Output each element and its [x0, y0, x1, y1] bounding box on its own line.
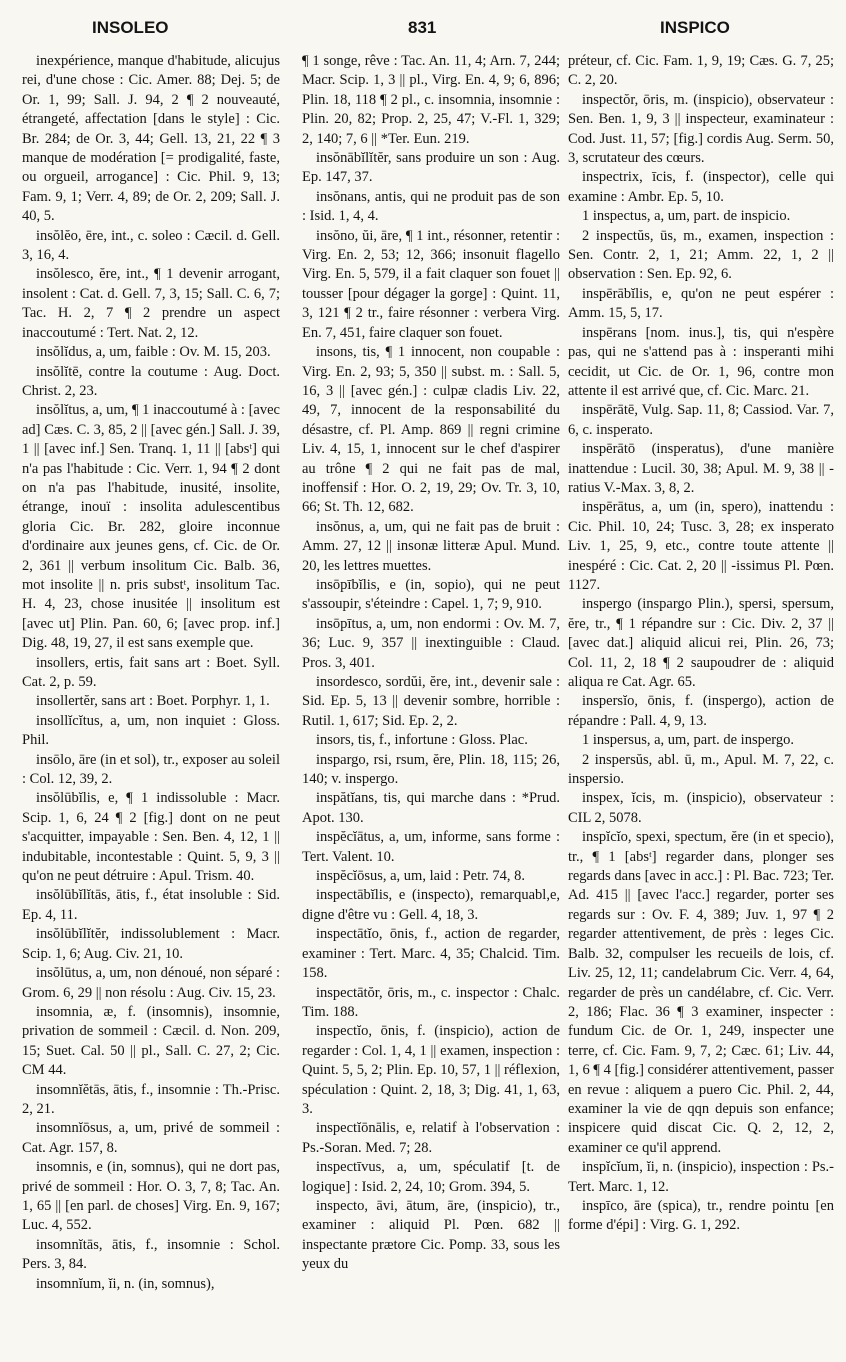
dictionary-entry: insomnis, e (in, somnus), qui ne dort pas, privé de sommeil : Hor. O. 3, 7, 8; Tac. An. 1, 65 || [en parl. de choses] Virg. En. 9, 167; Luc. 4, 552.: [22, 1159, 280, 1234]
dictionary-entry: insomnĭum, ĭi, n. (in, somnus),: [36, 1275, 215, 1292]
dictionary-entry: inspērātē, Vulg. Sap. 11, 8; Cassiod. Var. 7, 6, c. insperato.: [568, 402, 834, 438]
dictionary-entry: insōlo, āre (in et sol), tr., exposer au soleil : Col. 12, 39, 2.: [22, 751, 280, 788]
dictionary-entry: insŏlūbĭlĭtās, ātis, f., état insoluble : Sid. Ep. 4, 11.: [22, 887, 280, 923]
dictionary-entry: 1 inspectus, a, um, part. de inspicio.: [582, 208, 791, 225]
dictionary-entry: insŏlūbĭlis, e, ¶ 1 indissoluble : Macr. Scip. 1, 6, 24 ¶ 2 [fig.] dont on ne peut s'acquitter, impayable : Sen. Ben. 4, 12, 1 || indubitable, incontestable : Quint. 5, 9, 3 || qu'on ne peut détruire : Apul. Trism. 40.: [22, 790, 280, 885]
dictionary-entry: préteur, cf. Cic. Fam. 1, 9, 19; Cæs. G. 7, 25; C. 2, 20.: [568, 53, 834, 89]
dictionary-entry: inspērans [nom. inus.], tis, qui n'espère pas, qui ne s'attend pas à : insperanti mihi cecidit, ut Cic. de Or. 1, 96, contre mon attente il est arrivé que, cf. Cic. Marc. 21.: [568, 324, 834, 399]
dictionary-entry: inspectrix, īcis, f. (inspector), celle qui examine : Ambr. Ep. 5, 10.: [568, 169, 834, 205]
dictionary-entry: inspecto, āvi, ātum, āre, (inspicio), tr., examiner : aliquid Pl. Pœn. 682 || inspectante prætore Cic. Pomp. 33, sous les yeux du: [302, 1197, 560, 1273]
dictionary-entry: inspectĭōnālis, e, relatif à l'observation : Ps.-Soran. Med. 7; 28.: [302, 1120, 560, 1156]
dictionary-entry: insŏnans, antis, qui ne produit pas de son : Isid. 1, 4, 4.: [302, 188, 560, 225]
dictionary-entry: inexpérience, manque d'habitude, alicujus rei, d'une chose : Cic. Amer. 88; Dej. 5; de Or. 1, 99; Sall. J. 94, 2 ¶ 2 nouveauté, étrangeté, affectation [dans le style] : Cic. Br. 284; de Or. 3, 44; Gell. 13, 21, 22 ¶ 3 manque de modération [= prodigalité, faste, ou orgueil, arrogance] : Cic. Phil. 9, 13; Fam. 9, 1; Verr. 4, 89; de Or. 2, 209; Sall. J. 40, 5.: [22, 53, 280, 225]
dictionary-entry: insōpībĭlis, e (in, sopio), qui ne peut s'assoupir, s'éteindre : Capel. 1, 7; 9, 910.: [302, 576, 560, 613]
text-columns: [22, 52, 838, 1352]
dictionary-entry: inspectīvus, a, um, spéculatif [t. de logique] : Isid. 2, 24, 10; Grom. 394, 5.: [302, 1159, 560, 1195]
dictionary-entry: insors, tis, f., infortune : Gloss. Plac.: [316, 732, 528, 749]
dictionary-entry: insŏnābĭlĭtĕr, sans produire un son : Aug. Ep. 147, 37.: [302, 150, 560, 186]
dictionary-entry: insŏnus, a, um, qui ne fait pas de bruit : Amm. 27, 12 || insonæ litteræ Apul. Mund. 20, les lettres muettes.: [302, 518, 560, 574]
dictionary-entry: inspīco, āre (spica), tr., rendre pointu [en forme d'épi] : Virg. G. 1, 292.: [568, 1197, 834, 1234]
dictionary-entry: inspex, ĭcis, m. (inspicio), observateur : CIL 2, 5078.: [568, 790, 834, 826]
dictionary-entry: inspergo (inspargo Plin.), spersi, spersum, ĕre, tr., ¶ 1 répandre sur : Cic. Div. 2, 37 || [avec dat.] aliquid alicui rei, Plin. 26, 73; Col. 11, 2, 18 ¶ 2 saupoudrer de : aliquid aliqua re Cat. Agr. 65.: [568, 596, 834, 690]
dictionary-entry: inspătĭans, tis, qui marche dans : *Prud. Apot. 130.: [302, 790, 560, 826]
header-right-guide-word: INSPICO: [660, 18, 730, 37]
dictionary-entry: inspectŏr, ōris, m. (inspicio), observateur : Sen. Ben. 1, 9, 3 || inspecteur, examinateur : Cod. Just. 11, 57; [fig.] cordis Aug. Serm. 50, 3, scrutateur des cœurs.: [568, 91, 834, 167]
dictionary-entry: insŏlūbĭlĭtĕr, indissolublement : Macr. Scip. 1, 6; Aug. Civ. 21, 10.: [22, 926, 280, 962]
dictionary-entry: inspĭcĭo, spexi, spectum, ĕre (in et specio), tr., ¶ 1 [absᵗ] regarder dans, plonger ses regards dans [avec in acc.] : Pl. Bac. 723; Ter. Ad. 415 || [avec l'acc.] regarder, porter ses regards sur : Ov. F. 4, 389; Juv. 1, 97 ¶ 2 regarder attentivement, de près : leges Cic. Balb. 32, compulser les recueils de lois, cf. Liv. 25, 12, 11; candelabrum Cic. Verr. 4, 64, regarder de près un candélabre, cf. Cic. Verr. 2, 186; Flac. 36 ¶ 3 examiner, inspecter : fundum Cic. de Or. 1, 249, inspecter une terre, cf. Cic. Fam. 9, 7, 2; Cæc. 61; Liv. 44, 1, 6 ¶ 4 [fig.] considérer attentivement, passer en revue : aliquem a puero Cic. Phil. 2, 44, examiner la vie de qqn depuis son enfance; inspicere quid discat Cic. Q. 2, 12, 2, examiner ce qu'il apprend.: [568, 829, 834, 1156]
dictionary-entry: insomnĭtās, ātis, f., insomnie : Schol. Pers. 3, 84.: [22, 1236, 280, 1273]
dictionary-entry: insŏlĕo, ēre, int., c. soleo : Cæcil. d. Gell. 3, 16, 4.: [22, 227, 280, 264]
dictionary-entry: inspĕcĭōsus, a, um, laid : Petr. 74, 8.: [316, 868, 526, 885]
dictionary-entry: inspectābĭlis, e (inspecto), remarquabl,e, digne d'être vu : Gell. 4, 18, 3.: [302, 887, 560, 923]
column-2: [302, 52, 560, 1352]
dictionary-entry: inspargo, rsi, rsum, ĕre, Plin. 18, 115; 26, 140; v. inspergo.: [302, 751, 560, 788]
dictionary-entry: 2 inspectŭs, ūs, m., examen, inspection : Sen. Contr. 2, 1, 21; Amm. 22, 1, 2 || observation : Sen. Ep. 92, 6.: [568, 227, 834, 283]
dictionary-entry: inspērātō (insperatus), d'une manière inattendue : Lucil. 30, 38; Apul. M. 9, 38 || -ratius V.-Max. 3, 8, 2.: [568, 441, 834, 496]
dictionary-entry: insŏlĭtē, contre la coutume : Aug. Doct. Christ. 2, 23.: [22, 363, 280, 399]
running-header: [0, 18, 846, 48]
dictionary-entry: insomnĭĕtās, ātis, f., insomnie : Th.-Prisc. 2, 21.: [22, 1081, 280, 1117]
dictionary-entry: insŏlĭdus, a, um, faible : Ov. M. 15, 203.: [36, 344, 271, 361]
dictionary-entry: insomnĭōsus, a, um, privé de sommeil : Cat. Agr. 157, 8.: [22, 1120, 280, 1156]
dictionary-entry: inspĭcĭum, ĭi, n. (inspicio), inspection : Ps.-Tert. Marc. 1, 12.: [568, 1159, 834, 1195]
dictionary-entry: inspĕcĭātus, a, um, informe, sans forme : Tert. Valent. 10.: [302, 829, 560, 865]
dictionary-entry: insŏlūtus, a, um, non dénoué, non séparé : Grom. 6, 29 || non résolu : Aug. Civ. 15, 23.: [22, 965, 280, 1001]
dictionary-entry: 2 inspersŭs, abl. ū, m., Apul. M. 7, 22, c. inspersio.: [568, 751, 834, 788]
page-number: 831: [408, 18, 437, 37]
dictionary-entry: insŏlĭtus, a, um, ¶ 1 inaccoutumé à : [avec ad] Cæs. C. 3, 85, 2 || [avec gén.] Sall. J. 39, 1 || [avec inf.] Sen. Tranq. 1, 11 || [absᵗ] qui n'a pas l'habitude : Cic. Verr. 1, 94 ¶ 2 dont on n'a pas l'habitude, inusité, insolite, étrange, inouï : insolita adulescentibus gloria Cic. Br. 282, gloire inconnue d'ordinaire aux jeunes gens, cf. Cic. de Or. 2, 361 || verbum insolitum Cic. Balb. 36, mot insolite || n. pris substᵗ, insolitum Tac. H. 4, 23, chose inusitée || insolitum est [avec ut] Plin. Pan. 60, 6; [avec prop. inf.] Dig. 48, 19, 27, il est sans exemple que.: [22, 402, 280, 652]
dictionary-entry: ¶ 1 songe, rêve : Tac. An. 11, 4; Arn. 7, 244; Macr. Scip. 1, 3 || pl., Virg. En. 4, 9; 6, 896; Plin. 18, 118 ¶ 2 pl., c. insomnia, insomnie : Plin. 20, 82; Prop. 2, 25, 47; V.-Fl. 1, 329; 2, 140; 7, 6 || *Ter. Eun. 219.: [302, 53, 560, 147]
dictionary-entry: insollers, ertis, fait sans art : Boet. Syll. Cat. 2, p. 59.: [22, 654, 280, 690]
dictionary-entry: inspērābĭlis, e, qu'on ne peut espérer : Amm. 15, 5, 17.: [568, 285, 834, 322]
dictionary-entry: insōpītus, a, um, non endormi : Ov. M. 7, 36; Luc. 9, 357 || inextinguible : Claud. Pros. 3, 401.: [302, 615, 560, 671]
dictionary-entry: insŏlesco, ĕre, int., ¶ 1 devenir arrogant, insolent : Cat. d. Gell. 7, 3, 15; Sall. C. 6, 7; Tac. H. 2, 7 ¶ 2 prendre un aspect inaccoutumé : Tert. Nat. 2, 12.: [22, 266, 280, 341]
dictionary-entry: insomnia, æ, f. (insomnis), insomnie, privation de sommeil : Cæcil. d. Non. 209, 15; Suet. Cal. 50 || pl., Sall. C. 27, 2; Cic. CM 44.: [22, 1003, 280, 1079]
dictionary-entry: insollĭcĭtus, a, um, non inquiet : Gloss. Phil.: [22, 712, 280, 749]
dictionary-entry: 1 inspersus, a, um, part. de inspergo.: [582, 732, 794, 749]
dictionary-entry: insŏno, ŭi, āre, ¶ 1 int., résonner, retentir : Virg. En. 2, 53; 12, 366; insonuit flagello Virg. En. 5, 579, il a fait claquer son fouet || tousser [pour dégager la gorge] : Quint. 11, 3, 121 ¶ 2 tr., faire résonner : verbera Virg. En. 7, 451, faire claquer son fouet.: [302, 227, 560, 341]
column-1: [22, 52, 280, 1352]
dictionary-entry: inspersĭo, ōnis, f. (inspergo), action de répandre : Pall. 4, 9, 13.: [568, 693, 834, 729]
dictionary-entry: inspectātŏr, ōris, m., c. inspector : Chalc. Tim. 188.: [302, 984, 560, 1020]
column-3: [568, 52, 834, 1352]
dictionary-entry: insons, tis, ¶ 1 innocent, non coupable : Virg. En. 2, 93; 5, 350 || subst. m. : Sall. 5, 16, 3 || [avec gén.] : culpæ cladis Liv. 22, 49, 7, innocent de la responsabilité du désastre, cf. Pl. Amp. 869 || regni crimine Liv. 4, 15, 1, innocent sur le chef d'aspirer au trône ¶ 2 qui ne fait pas de mal, inoffensif : Hor. O. 2, 19, 29; Ov. Tr. 3, 10, 66; St. Th. 12, 682.: [302, 344, 560, 516]
dictionary-entry: insollertĕr, sans art : Boet. Porphyr. 1, 1.: [36, 693, 270, 710]
header-left-guide-word: INSOLEO: [92, 18, 169, 37]
dictionary-entry: insordesco, sordŭi, ĕre, int., devenir sale : Sid. Ep. 5, 13 || devenir sombre, horrible : Rutil. 1, 617; Sid. Ep. 2, 2.: [302, 674, 560, 729]
dictionary-entry: inspectātĭo, ōnis, f., action de regarder, examiner : Tert. Marc. 4, 35; Chalcid. Tim. 158.: [302, 926, 560, 982]
dictionary-entry: inspectĭo, ōnis, f. (inspicio), action de regarder : Col. 1, 4, 1 || examen, inspection : Quint. 5, 5, 2; Plin. Ep. 10, 57, 1 || réflexion, spéculation : Quint. 2, 18, 3; Dig. 41, 1, 63, 3.: [302, 1023, 560, 1117]
dictionary-entry: inspērātus, a, um (in, spero), inattendu : Cic. Phil. 10, 24; Tusc. 3, 28; ex insperato Liv. 1, 25, 9, etc., contre toute attente || inespéré : Cic. Cat. 2, 20 || -issimus Pl. Pœn. 1127.: [568, 499, 834, 593]
